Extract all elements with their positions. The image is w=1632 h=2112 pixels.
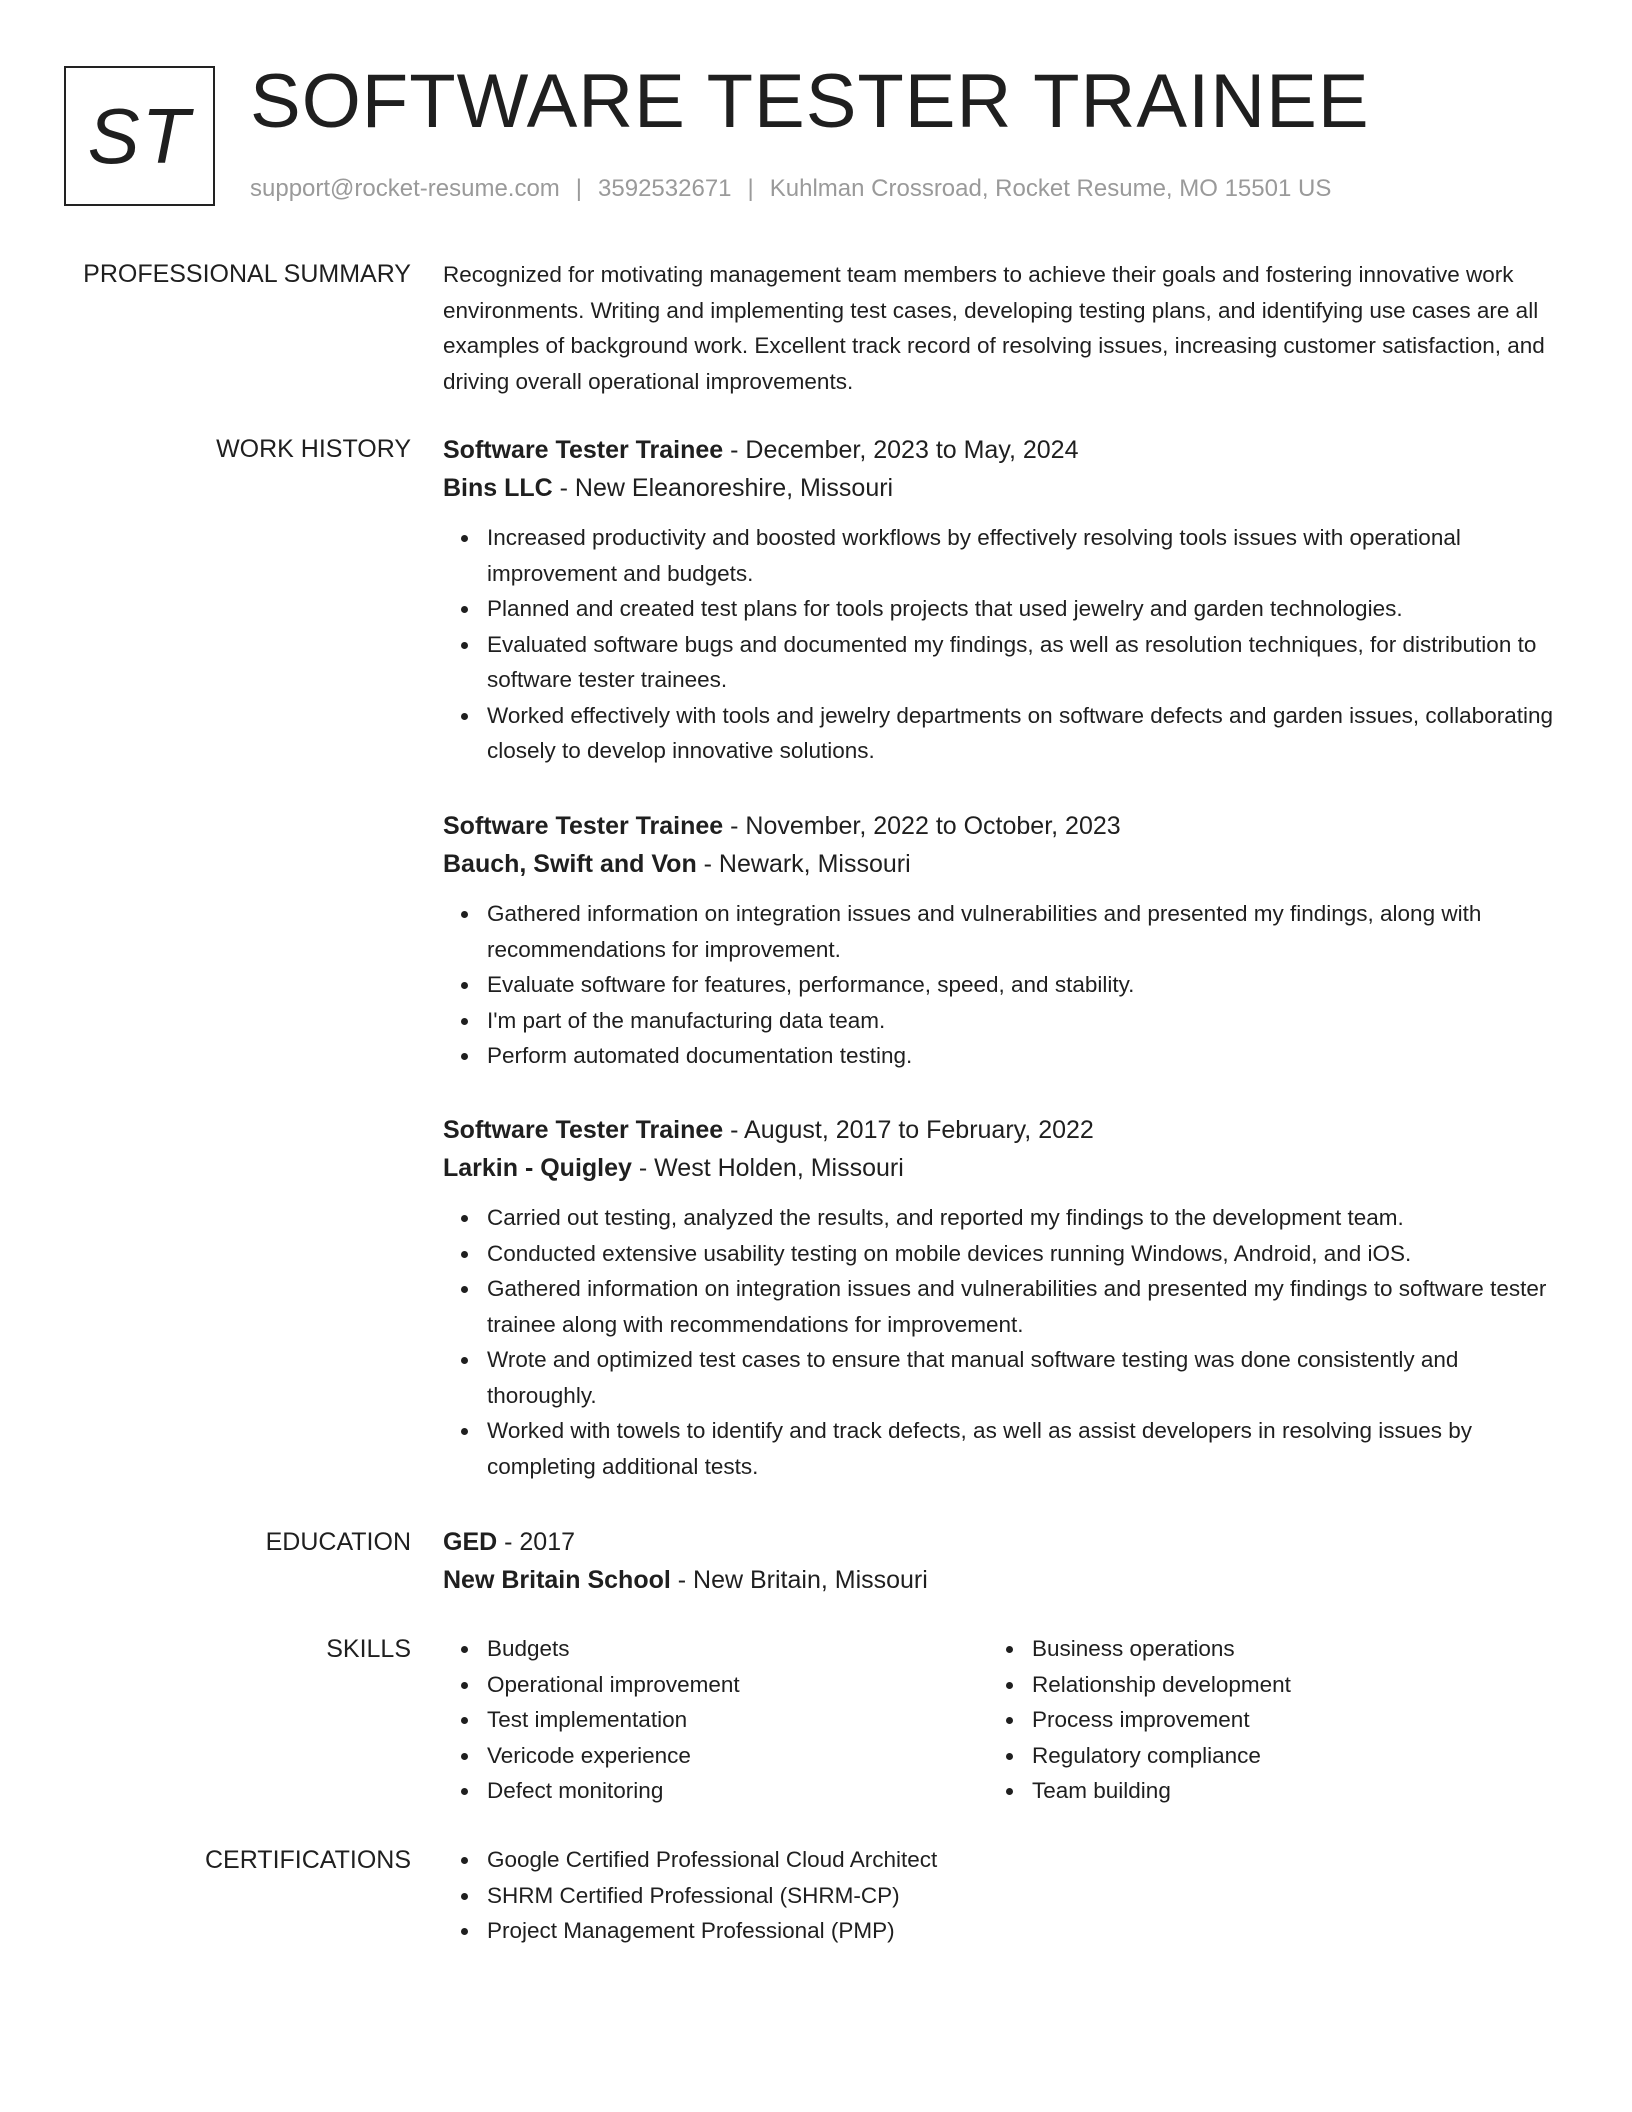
school-line [443, 1561, 1558, 1599]
degree-name: GED [443, 1528, 498, 1556]
contact-line [250, 174, 1331, 204]
skill-item: Defect monitoring [487, 1773, 988, 1809]
job-bullet: Conducted extensive usability testing on mobile devices running Windows, Android, and iOS. [487, 1236, 1558, 1272]
job-bullet: Carried out testing, analyzed the results, and reported my findings to the development team. [487, 1200, 1558, 1236]
certification-item: Project Management Professional (PMP) [487, 1913, 1558, 1949]
summary-heading: PROFESSIONAL SUMMARY [83, 260, 411, 288]
skill-item: Relationship development [1032, 1667, 1533, 1703]
monogram-box [64, 66, 215, 206]
job-title: Software Tester Trainee [443, 436, 724, 464]
skills-column-right [988, 1631, 1533, 1809]
certifications-heading: CERTIFICATIONS [204, 1846, 411, 1874]
job-title-line [443, 807, 1558, 845]
job-bullet: Worked with towels to identify and track defects, as well as assist developers in resolving issues by completing additional tests. [487, 1413, 1558, 1484]
job-bullets [443, 896, 1558, 1074]
job-bullet: Increased productivity and boosted workflows by effectively resolving tools issues with operational improvement and budgets. [487, 520, 1558, 591]
education-heading: EDUCATION [265, 1528, 411, 1556]
candidate-name: SOFTWARE TESTER TRAINEE [250, 59, 1370, 144]
skill-item: Process improvement [1032, 1702, 1533, 1738]
job-title-line [443, 1111, 1558, 1149]
job-title-line [443, 431, 1558, 469]
education-entry [443, 1523, 1558, 1599]
job-bullet: I'm part of the manufacturing data team. [487, 1003, 1558, 1039]
certification-item: SHRM Certified Professional (SHRM-CP) [487, 1878, 1558, 1914]
skills-column-left [443, 1631, 988, 1809]
skills-list [988, 1631, 1533, 1809]
school-location: - New Britain, Missouri [670, 1566, 928, 1594]
certifications-list [443, 1842, 1558, 1949]
contact-separator: | [575, 175, 583, 202]
skill-item: Vericode experience [487, 1738, 988, 1774]
certification-item: Google Certified Professional Cloud Architect [487, 1842, 1558, 1878]
skill-item: Operational improvement [487, 1667, 988, 1703]
job-bullets [443, 1200, 1558, 1484]
company-location: - Newark, Missouri [696, 850, 911, 878]
certifications-entry [443, 1842, 1558, 1949]
skill-item: Regulatory compliance [1032, 1738, 1533, 1774]
job-bullet: Wrote and optimized test cases to ensure that manual software testing was done consistently and thoroughly. [487, 1342, 1558, 1413]
company-location: - New Eleanoreshire, Missouri [552, 474, 894, 502]
job-entry [443, 807, 1558, 1074]
work-history-heading: WORK HISTORY [216, 435, 411, 463]
monogram-initials: ST [87, 91, 192, 180]
job-dates: - August, 2017 to February, 2022 [723, 1116, 1094, 1144]
job-title: Software Tester Trainee [443, 1116, 724, 1144]
job-entry [443, 431, 1558, 769]
job-bullet: Evaluated software bugs and documented my findings, as well as resolution techniques, for distribution to software tester trainees. [487, 627, 1558, 698]
company-name: Larkin - Quigley [443, 1154, 632, 1182]
skills-list [443, 1631, 988, 1809]
job-bullet: Perform automated documentation testing. [487, 1038, 1558, 1074]
contact-email[interactable]: support@rocket-resume.com [250, 175, 560, 202]
degree-line [443, 1523, 1558, 1561]
summary-text: Recognized for motivating management team members to achieve their goals and fostering innovative work environments. Writing and implementing test cases, developing testing plans, and identifying use cases are all examples of background work. Excellent track record of resolving issues, increasing customer satisfaction, and driving overall operational improvements. [443, 262, 1545, 394]
job-dates: - November, 2022 to October, 2023 [723, 812, 1121, 840]
job-bullet: Gathered information on integration issues and vulnerabilities and presented my findings to software tester trainee along with recommendations for improvement. [487, 1271, 1558, 1342]
job-dates: - December, 2023 to May, 2024 [723, 436, 1079, 464]
company-line [443, 469, 1558, 507]
job-bullets [443, 520, 1558, 769]
skill-item: Budgets [487, 1631, 988, 1667]
company-name: Bauch, Swift and Von [443, 850, 697, 878]
degree-year: - 2017 [497, 1528, 576, 1556]
job-bullet: Gathered information on integration issues and vulnerabilities and presented my findings, along with recommendations for improvement. [487, 896, 1558, 967]
job-title: Software Tester Trainee [443, 812, 724, 840]
job-bullet: Evaluate software for features, performance, speed, and stability. [487, 967, 1558, 1003]
school-name: New Britain School [443, 1566, 671, 1594]
skills-heading: SKILLS [326, 1635, 411, 1663]
skill-item: Business operations [1032, 1631, 1533, 1667]
job-entry [443, 1111, 1558, 1484]
company-location: - West Holden, Missouri [631, 1154, 904, 1182]
company-line [443, 845, 1558, 883]
contact-separator: | [747, 175, 754, 202]
contact-phone[interactable]: 3592532671 [598, 175, 732, 202]
job-bullet: Planned and created test plans for tools projects that used jewelry and garden technologies. [487, 591, 1558, 627]
company-name: Bins LLC [443, 474, 553, 502]
skill-item: Team building [1032, 1773, 1533, 1809]
job-bullet: Worked effectively with tools and jewelry departments on software defects and garden issues, collaborating closely to develop innovative solutions. [487, 698, 1558, 769]
skill-item: Test implementation [487, 1702, 988, 1738]
company-line [443, 1149, 1558, 1187]
contact-address: Kuhlman Crossroad, Rocket Resume, MO 15501 US [769, 175, 1332, 202]
skills-grid [443, 1631, 1558, 1809]
